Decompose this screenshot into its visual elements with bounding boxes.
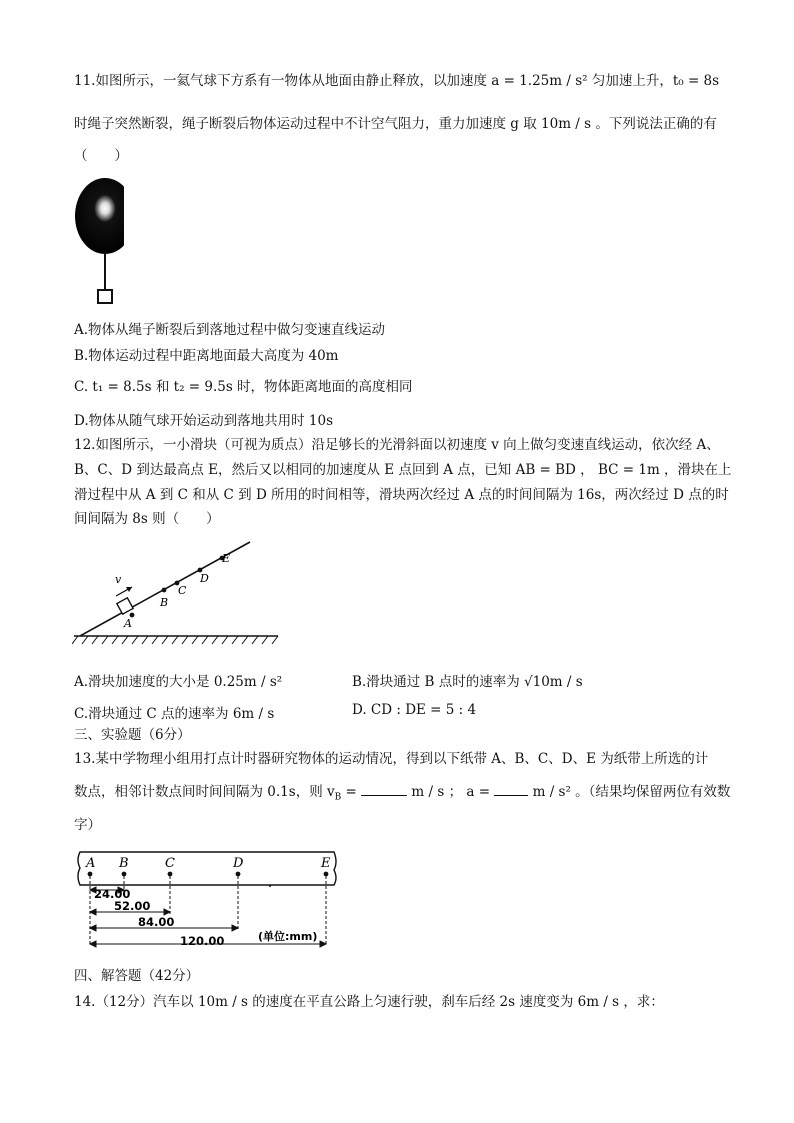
dot-a <box>88 872 93 877</box>
dist-ae: 120.00 <box>180 934 225 948</box>
point-b <box>162 588 167 593</box>
vb-answer-blank[interactable] <box>361 783 407 796</box>
dot-c <box>168 872 173 877</box>
label-a: A <box>124 617 132 630</box>
label-e: E <box>222 552 231 565</box>
ground-hatching <box>72 636 278 644</box>
q11-option-c: C. t₁ = 8.5s 和 t₂ = 9.5s 时，物体距离地面的高度相同 <box>74 379 413 395</box>
label-b: B <box>160 596 169 609</box>
dist-ab: 24.00 <box>94 887 131 901</box>
q11-line-2: 时绳子突然断裂，绳子断裂后物体运动过程中不计空气阻力，重力加速度 g 取 10m / s 。下列说法正确的有 <box>74 116 717 132</box>
q12-line-2: B、C、D 到达最高点 E，然后又以相同的加速度从 E 点回到 A 点，已知 AB = BD ， BC = 1m ，滑块在上 <box>74 462 732 478</box>
tape-label-d: D <box>233 856 244 871</box>
q13-line-2-sub: B <box>334 792 342 803</box>
object-box <box>98 290 112 303</box>
q12-line-4: 间间隔为 8s 则（ ） <box>74 511 220 527</box>
incline-figure <box>72 538 282 650</box>
q12-option-d: D. CD : DE = 5 : 4 <box>352 702 477 718</box>
tape-speck <box>269 885 271 887</box>
label-d: D <box>200 572 209 585</box>
dist-ac: 52.00 <box>114 899 151 913</box>
section-4-heading: 四、解答题（42分） <box>74 968 200 984</box>
balloon-shape <box>75 178 124 254</box>
balloon-figure <box>72 176 124 308</box>
q13-line-2-d: m / s² 。（结果均保留两位有效数 <box>528 784 731 800</box>
tape-label-a: A <box>86 856 96 871</box>
q13-line-2-b: = <box>341 784 362 800</box>
tape-label-e: E <box>321 856 331 871</box>
q14-line-1: 14.（12分）汽车以 10m / s 的速度在平直公路上匀速行驶，刹车后经 2s 速度变为 6m / s ，求： <box>74 994 664 1010</box>
q13-line-2 <box>74 783 730 807</box>
dist-ad: 84.00 <box>138 915 175 929</box>
section-3-heading: 三、实验题（6分） <box>74 727 191 743</box>
dot-b <box>122 872 127 877</box>
paper-tape-figure <box>72 848 342 956</box>
q11-answer-bracket: （ ） <box>74 148 128 164</box>
label-v: v <box>115 573 122 586</box>
dot-d <box>236 872 241 877</box>
q12-line-3: 滑过程中从 A 到 C 和从 C 到 D 所用的时间相等，滑块两次经过 A 点的时间间隔为 16s，两次经过 D 点的时 <box>74 487 729 503</box>
q12-option-b: B.滑块通过 B 点时的速率为 √10m / s <box>352 674 583 690</box>
q11-line-1: 11.如图所示，一氦气球下方系有一物体从地面由静止释放，以加速度 a = 1.25m / s² 匀加速上升，t₀ = 8s <box>74 73 720 89</box>
tape-outline <box>78 852 336 885</box>
dot-e <box>324 872 329 877</box>
q12-option-c: C.滑块通过 C 点的速率为 6m / s <box>74 706 275 722</box>
q11-option-d: D.物体从随气球开始运动到落地共用时 10s <box>74 413 334 429</box>
q12-line-1: 12.如图所示，一小滑块（可视为质点）沿足够长的光滑斜面以初速度 v 向上做匀变速直线运动，依次经 A、 <box>74 437 720 453</box>
slider-block <box>117 598 133 614</box>
tape-unit: (单位:mm) <box>258 930 318 943</box>
tape-label-b: B <box>119 856 129 871</box>
q13-line-2-c: m / s ； a = <box>407 784 495 800</box>
q11-option-a: A.物体从绳子断裂后到落地过程中做匀变速直线运动 <box>74 322 386 338</box>
label-c: C <box>178 584 187 597</box>
q11-option-b: B.物体运动过程中距离地面最大高度为 40m <box>74 348 339 364</box>
tape-label-c: C <box>165 856 175 871</box>
q12-option-a: A.滑块加速度的大小是 0.25m / s² <box>74 674 283 690</box>
a-answer-blank[interactable] <box>494 783 528 796</box>
q13-line-2-a: 数点，相邻计数点间时间间隔为 0.1s，则 v <box>74 784 335 800</box>
q13-line-3: 字） <box>74 817 101 833</box>
q13-line-1: 13.某中学物理小组用打点计时器研究物体的运动情况，得到以下纸带 A、B、C、D、E 为纸带上所选的计 <box>74 751 709 767</box>
